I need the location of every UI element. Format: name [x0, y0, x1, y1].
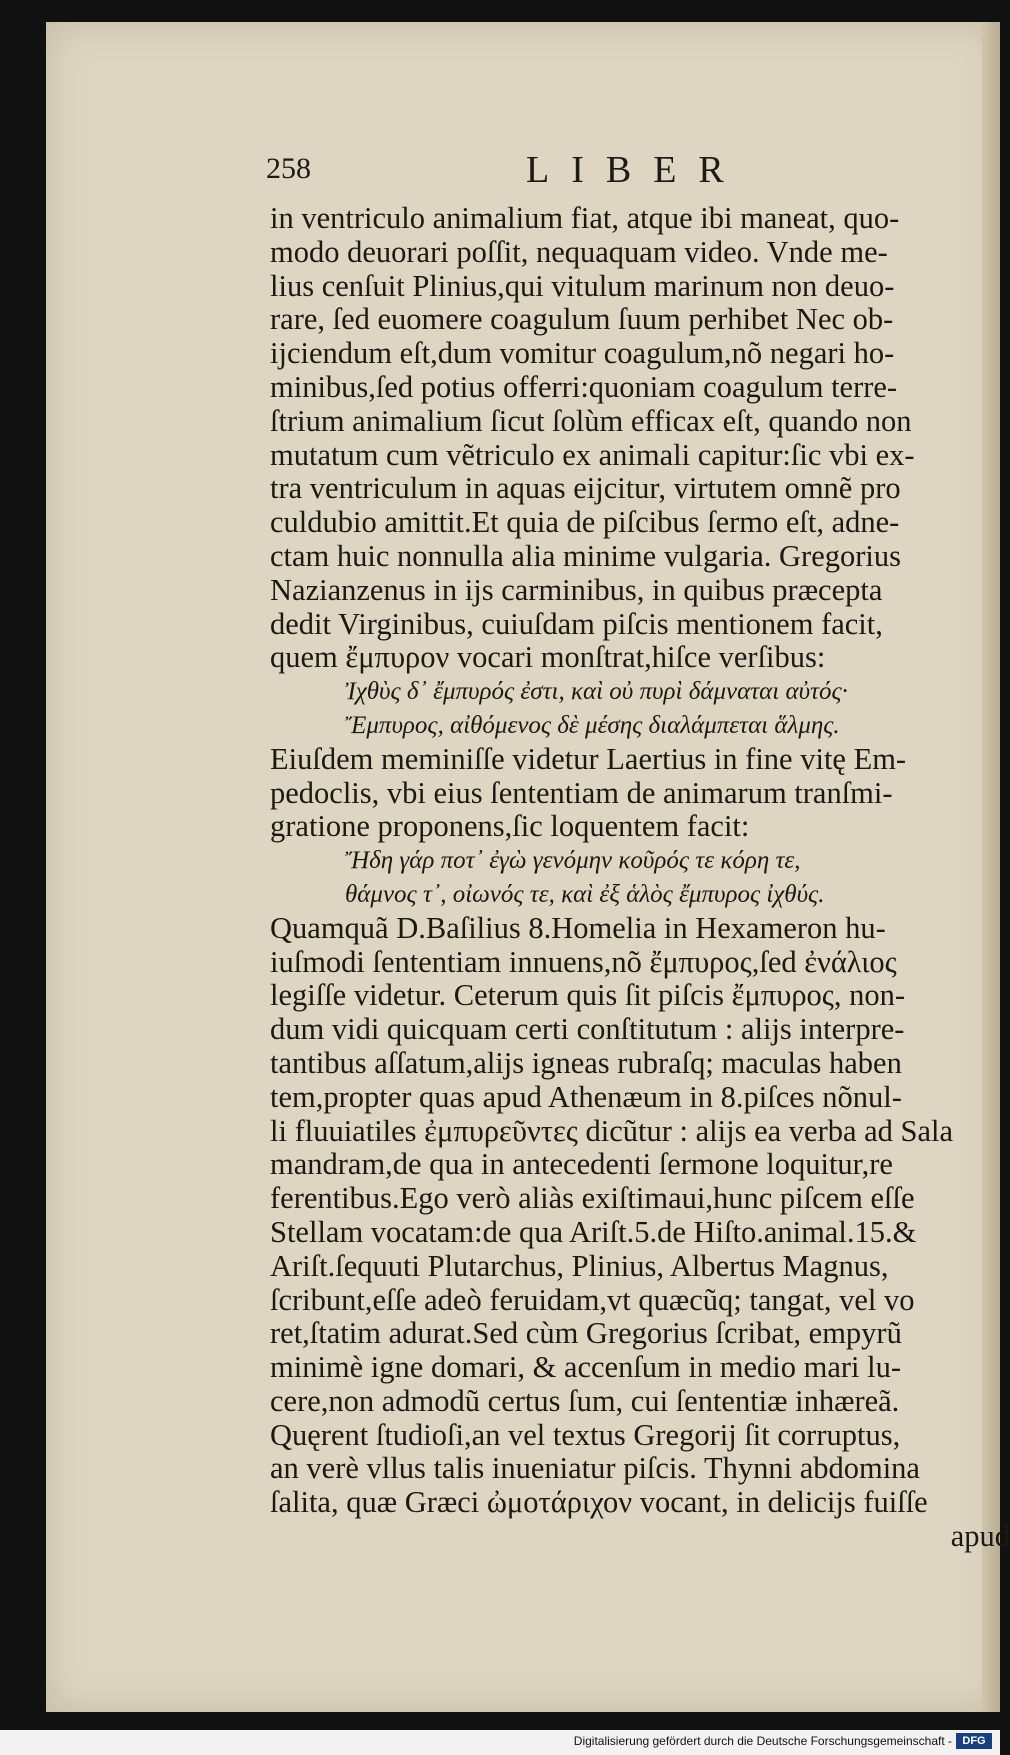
text-line: Ariſt.ſequuti Plutarchus, Plinius, Albertus Magnus, [270, 1248, 889, 1283]
text-line: ferentibus.Ego verò aliàs exiſtimaui,hunc piſcem eſſe [270, 1181, 915, 1216]
text-line: tem,propter quas apud Athenæum in 8.piſces nõnul- [270, 1079, 902, 1114]
text-line: tantibus aſſatum,alijs igneas rubraſq; maculas haben [270, 1045, 902, 1080]
text-line: gratione proponens,ſic loquentem facit: [270, 809, 750, 844]
greek-verse-line: Ἤδη γάρ ποτ᾽ ἐγὼ γενόμην κοῦρός τε κόρη τε, [345, 847, 801, 875]
text-line: minimè igne domari, & accenſum in medio mari lu- [270, 1350, 902, 1385]
dfg-logo: DFG [956, 1733, 992, 1749]
text-line: mutatum cum vẽtriculo ex animali capitur:ſic vbi ex- [270, 437, 915, 472]
text-line: mandram,de qua in antecedenti ſermone loquitur,re [270, 1147, 893, 1182]
text-line: ret,ſtatim adurat.Sed cùm Gregorius ſcribat, empyrũ [270, 1316, 902, 1351]
greek-verse-line: Ἔμπυρος, αἰθόμενος δὲ μέσης διαλάμπεται ἅλμης. [345, 711, 840, 739]
text-line: ſcribunt,eſſe adeò feruidam,vt quæcũq; tangat, vel vo [270, 1282, 915, 1317]
text-line: lius cenſuit Plinius,qui vitulum marinum non deuo- [270, 268, 895, 303]
text-line: modo deuorari poſſit, nequaquam video. Vnde me- [270, 234, 888, 269]
text-line: minibus,ſed potius offerri:quoniam coagulum terre- [270, 369, 898, 404]
text-line: pedoclis, vbi eius ſententiam de animarum tranſmi- [270, 775, 893, 810]
book-page [46, 22, 1010, 1712]
text-line: in ventriculo animalium fiat, atque ibi maneat, quo- [270, 201, 900, 235]
text-line: rare, ſed euomere coagulum ſuum perhibet Nec ob- [270, 302, 894, 337]
body-text [270, 202, 1010, 1554]
text-line: ctam huic nonnulla alia minime vulgaria. Gregorius [270, 538, 901, 573]
text-line: Eiuſdem meminiſſe videtur Laertius in fine vitę Em- [270, 741, 907, 776]
text-line: ſtrium animalium ſicut ſolùm efficax eſt, quando non [270, 403, 912, 438]
text-line: legiſſe videtur. Ceterum quis ſit piſcis ἔμπυρος, non- [270, 978, 906, 1013]
text-line: ſalita, quæ Græci ὠμοτάριχον vocant, in delicijs fuiſſe [270, 1485, 928, 1520]
text-line: Nazianzenus in ijs carminibus, in quibus præcepta [270, 572, 883, 607]
digitization-footer [0, 1730, 1000, 1755]
running-title: LIBER [526, 149, 746, 191]
text-line: culdubio amittit.Et quia de piſcibus ſermo eſt, adne- [270, 505, 900, 540]
text-line: iuſmodi ſententiam innuens,nõ ἔμπυρος,ſed ἐνάλιος [270, 944, 897, 979]
page-header [46, 149, 1000, 192]
text-line: quem ἔμπυρον vocari monſtrat,hiſce verſibus: [270, 640, 826, 675]
text-line: Quęrent ſtudioſi,an vel textus Gregorij ſit corruptus, [270, 1417, 901, 1452]
text-line: dedit Virginibus, cuiuſdam piſcis mentionem facit, [270, 606, 883, 641]
text-line: Quamquã D.Baſilius 8.Homelia in Hexameron hu- [270, 910, 886, 945]
text-line: dum vidi quicquam certi conſtitutum : alijs interpre- [270, 1012, 905, 1047]
text-line: an verè vllus talis inueniatur piſcis. Thynni abdomina [270, 1451, 920, 1486]
greek-verse-line: θάμνος τ᾽, οἰωνός τε, καὶ ἐξ ἁλὸς ἔμπυρος ἰχθύς. [345, 880, 825, 908]
text-line: li fluuiatiles ἐμπυρεῦντες dicũtur : alijs ea verba ad Sala [270, 1113, 954, 1148]
text-line: tra ventriculum in aquas eijcitur, virtutem omnẽ pro [270, 471, 901, 506]
greek-verse-line: Ἰχθὺς δ᾽ ἔμπυρός ἐστι, καὶ οὐ πυρὶ δάμναται αὐτός· [345, 678, 848, 706]
text-line: ijciendum eſt,dum vomitur coagulum,nõ negari ho- [270, 336, 895, 371]
page-number: 258 [266, 152, 311, 185]
text-line: Stellam vocatam:de qua Ariſt.5.de Hiſto.animal.15.& [270, 1214, 917, 1249]
catchword: apud [950, 1519, 1010, 1554]
funding-credit: Digitalisierung gefördert durch die Deutsche Forschungsgemeinschaft - [573, 1734, 952, 1748]
text-line: cere,non admodũ certus ſum, cui ſententiæ inhæreã. [270, 1383, 900, 1418]
